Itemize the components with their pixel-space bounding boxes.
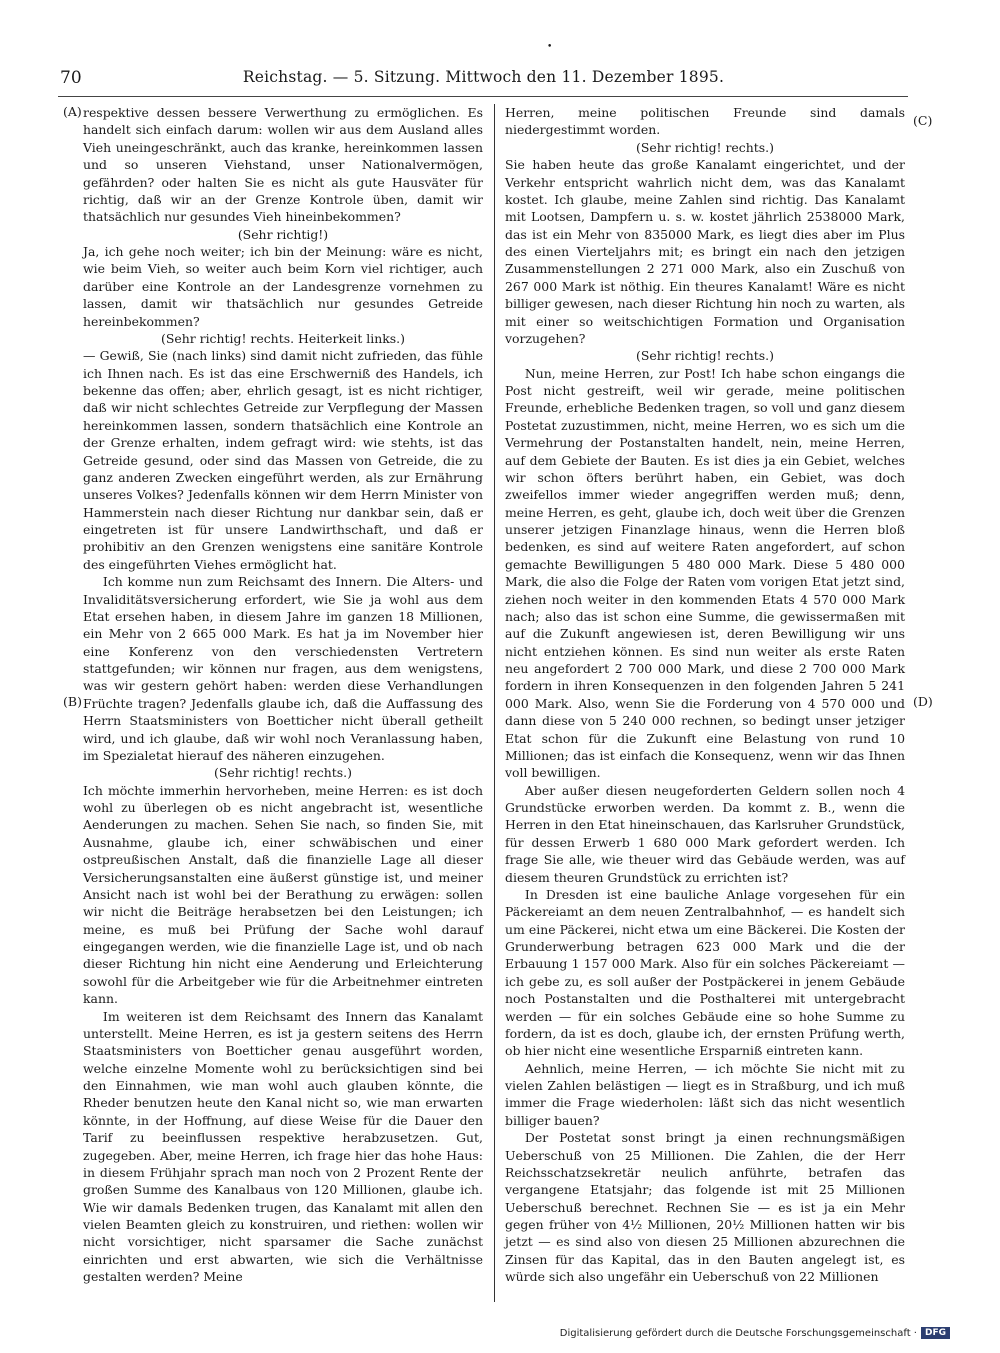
paragraph: In Dresden ist eine bauliche Anlage vorgesehen für ein Päckereiamt an dem neuen Zentralbahnhof, — es handelt sich um eine Päckerei, nicht etwa um eine Bäckerei. Die Kosten der Grunderwerbung betragen 623 000 Mark und die der Erbauung 1 157 000 Mark. Also für ein solches Päckereiamt — ich gebe zu, es soll außer der Postpäckerei in jenem Gebäude noch Postanstalten und die Posthalterei mit untergebracht werden — für ein solches Gebäude eine so hohe Summe zu fordern, da ist es doch, glaube ich, der ernsten Prüfung werth, ob hier nicht eine wesentliche Ersparniß eintreten kann. — [505, 886, 905, 1059]
running-header — [56, 66, 911, 94]
paragraph: Aehnlich, meine Herren, — ich möchte Sie nicht mit zu vielen Zahlen belästigen — liegt es in Straßburg, und ich muß immer die Frage wiederholen: läßt sich das nicht wesentlich billiger bauen? — [505, 1060, 905, 1128]
paragraph: Im weiteren ist dem Reichsamt des Innern das Kanalamt unterstellt. Meine Herren, es ist ja gestern seitens des Herrn Staatsministers von Boetticher genau ausgeführt worden, welche einzelne Momente wohl zu berücksichtigen sind bei den Einnahmen, wie man wohl auch glauben könnte, die Rheder benutzen heute den Kanal nicht so, wie man erwarten könnte, in der Hoffnung, auf diese Weise für die Dauer den Tarif zu beeinflussen respektive herabzusetzen. Gut, zugegeben. Aber, meine Herren, ich frage hier das hohe Haus: in diesem Frühjahr sprach man noch von 2 Prozent Rente der großen Summe des Kanalbaus von 120 Millionen, glaube ich. Wie wir damals Bedenken trugen, das Kanalamt mit allen den vielen Beamten gleich zu konstruiren, und riethen: wollen wir nicht vorsichtiger, nicht sparsamer die Sache zunächst einrichten und erst abwarten, wie sich die Verhältnisse gestalten werden? Meine — [83, 1008, 483, 1285]
interjection: (Sehr richtig! rechts.) — [636, 348, 774, 364]
running-title: Reichstag. — 5. Sitzung. Mittwoch den 11. Dezember 1895. — [242, 68, 725, 86]
paragraph: — Gewiß, Sie (nach links) sind damit nicht zufrieden, das fühle ich Ihnen nach. Es ist das eine Erschwerniß des Handels, ich bekenne das offen; aber, ehrlich gesagt, ist es nicht richtiger, daß wir nicht schlechtes Getreide zur Verpflegung der Massen hereinkommen lassen, sondern thatsächlich eine Kontrole an der Grenze erhalten, indem gefragt wird: wie stehts, ist das Getreide gesund, oder sind das Massen von Getreide, die zu ganz anderen Zwecken eingeführt werden, als zur Ernährung unseres Volkes? Jedenfalls können wir dem Herrn Minister von Hammerstein nach dieser Richtung nur dankbar sein, daß er eingetreten ist für unsere Landwirthschaft, und daß er prohibitiv an den Grenzen wenigstens eine sanitäre Kontrole des eingeführten Viehes ermöglicht hat. — [83, 348, 483, 572]
interjection: (Sehr richtig! rechts.) — [636, 139, 774, 155]
paragraph: Ja, ich gehe noch weiter; ich bin der Meinung: wäre es nicht, wie beim Vieh, so weiter auch beim Korn viel richtiger, auch darüber eine Kontrole an der Landesgrenze vornehmen zu lassen, damit wir thatsächlich nur gesundes Getreide hereinbekommen? — [83, 244, 483, 329]
column-divider — [494, 104, 495, 1302]
margin-mark-d: (D) — [913, 694, 933, 709]
page-number: 70 — [60, 68, 82, 88]
header-rule — [58, 96, 908, 97]
right-column — [505, 104, 905, 1286]
paragraph: Ich komme nun zum Reichsamt des Innern. Die Alters- und Invaliditätsversicherung erfordert, wie Sie ja wohl aus dem Etat ersehen haben, in diesem Jahre im ganzen 18 Millionen, ein Mehr von 2 665 000 Mark. Es hat ja im November hier eine Konferenz von den verschiedensten Vertretern stattgefunden; wir können nur fragen, aus dem wenigstens, was wir gestern gehört haben: werden diese Verhandlungen Früchte tragen? Jedenfalls glaube ich, daß die Auffassung des Herrn Staatsministers von Boetticher nicht überall getheilt wird, und ich glaube, daß wir wohl noch Veranlassung haben, im Spezialetat hierauf des näheren einzugehen. — [83, 574, 483, 763]
footer-credit: Digitalisierung gefördert durch die Deutsche Forschungsgemeinschaft · — [559, 1327, 917, 1339]
margin-mark-b: (B) — [63, 694, 82, 709]
paragraph: Sie haben heute das große Kanalamt eingerichtet, und der Verkehr entspricht wahrlich nicht dem, was das Kanalamt kostet. Ich glaube, meine Zahlen sind richtig. Das Kanalamt mit Lootsen, Dampfern u. s. w. kostet jährlich 2538000 Mark, das ist ein Mehr von 835000 Mark, es liegt dies aber im Plus des einen Vierteljahrs mit; es bringt ein nach den jetzigen Zusammenstellungen 2 271 000 Mark, also ein Zuschuß von 267 000 Mark ist nöthig. Ein theures Kanalamt! Wäre es nicht billiger gewesen, nach dieser Richtung hin noch zu warten, als mit einer so weitschichtigen Formation und Organisation vorzugehen? — [505, 157, 905, 346]
paragraph: Ich möchte immerhin hervorheben, meine Herren: es ist doch wohl zu überlegen ob es nicht angebracht ist, wesentliche Aenderungen zu machen. Sehen Sie nach, so finden Sie, mit Ausnahme, glaube ich, einer schwäbischen und einer ostpreußischen Anstalt, daß die finanzielle Lage all dieser Versicherungsanstalten eine äußerst günstige ist, und meiner Ansicht nach ist wohl bei der Berathung zu erwägen: sollen wir nicht die Beiträge herabsetzen bei den Leistungen; ich meine, es muß bei Prüfung der Sache wohl darauf eingegangen werden, wie die finanzielle Lage ist, und ob nach dieser Richtung hin nicht eine Aenderung und Erleichterung sowohl für die Arbeitgeber wie für die Arbeitnehmer eintreten kann. — [83, 782, 483, 1007]
footer — [560, 1327, 950, 1339]
interjection: (Sehr richtig! rechts. Heiterkeit links.) — [160, 330, 405, 346]
left-column — [83, 104, 483, 1286]
paragraph: Der Postetat sonst bringt ja einen rechnungsmäßigen Ueberschuß von 25 Millionen. Die Zahlen, die der Herr Reichsschatzsekretär neulich anführte, betrafen das vergangene Etatsjahr; das folgende ist mit 25 Millionen Ueberschuß berechnet. Rechnen Sie — es ist ja ein Mehr gegen früher von 4½ Millionen, 20½ Millionen hatten wir bis jetzt — es sind also von diesen 25 Millionen abzurechnen die Zinsen für das Kapital, das in den Bauten angelegt ist, es würde sich also ungefähr ein Ueberschuß von 22 Millionen — [505, 1130, 905, 1285]
interjection: (Sehr richtig! rechts.) — [214, 765, 352, 781]
print-mark: • — [547, 42, 553, 52]
paragraph: respektive dessen bessere Verwerthung zu ermöglichen. Es handelt sich einfach darum: wollen wir aus dem Ausland alles Vieh uneingeschränkt, auch das kranke, hereinkommen lassen und so unseren Viehstand, unser Nationalvermögen, gefährden? oder halten Sie es nicht als gute Hausväter für richtig, daß wir an der Grenze Kontrole üben, damit wir thatsächlich nur gesundes Vieh hineinbekommen? — [83, 105, 483, 225]
paragraph: Aber außer diesen neugeforderten Geldern sollen noch 4 Grundstücke erworben werden. Da kommt z. B., wenn die Herren in den Etat hineinschauen, das Karlsruher Grundstück, für dessen Erwerb 1 680 000 Mark gefordert werden. Ich frage Sie alle, wie theuer wird das Gebäude werden, was auf diesem theuren Grundstück zu errichten ist? — [505, 782, 905, 885]
paragraph: Herren, meine politischen Freunde sind damals niedergestimmt worden. — [505, 105, 905, 138]
margin-mark-a: (A) — [63, 104, 82, 119]
margin-mark-c: (C) — [913, 113, 933, 128]
dfg-logo: DFG — [921, 1327, 950, 1339]
interjection: (Sehr richtig!) — [237, 226, 329, 242]
paragraph: Nun, meine Herren, zur Post! Ich habe schon eingangs die Post nicht gestreift, weil wir gerade, meine politischen Freunde, erhebliche Bedenken tragen, so voll und ganz diesem Postetat zuzustimmen, nicht, meine Herren, wo es sich um die Vermehrung der Postanstalten handelt, nein, meine Herren, auf dem Gebiete der Bauten. Es ist dies ja ein Gebiet, welches wir schon öfters berührt haben, ein Gebiet, was doch zweifellos immer wieder angegriffen werden muß; denn, meine Herren, es geht, glaube ich, doch weit über die Grenzen unserer jetzigen Finanzlage hinaus, wenn die Herren bloß bedenken, es sind auf weitere Raten angefordert, auf schon gemachte Bewilligungen 5 480 000 Mark. Diese 5 480 000 Mark, die also die Folge der Raten vom vorigen Etat jetzt sind, ziehen noch weiter in den kommenden Etats 4 570 000 Mark nach; also das ist schon eine Summe, die gewissermaßen mit auf die Zukunft angewiesen ist, deren Bewilligung wir uns nicht entziehen können. Es sind nun weiter als erste Raten neu angefordert 2 700 000 Mark, und diese 2 700 000 Mark fordern in ihren Konsequenzen in den folgenden Jahren 5 241 000 Mark. Also, wenn Sie die Forderung von 4 570 000 und dann diese von 5 240 000 rechnen, so bedingt unser jetziger Etat schon für die Zukunft eine Belastung von rund 10 Millionen; das ist einfach die Konsequenz, wenn wir das Ihnen voll bewilligen. — [505, 365, 905, 781]
